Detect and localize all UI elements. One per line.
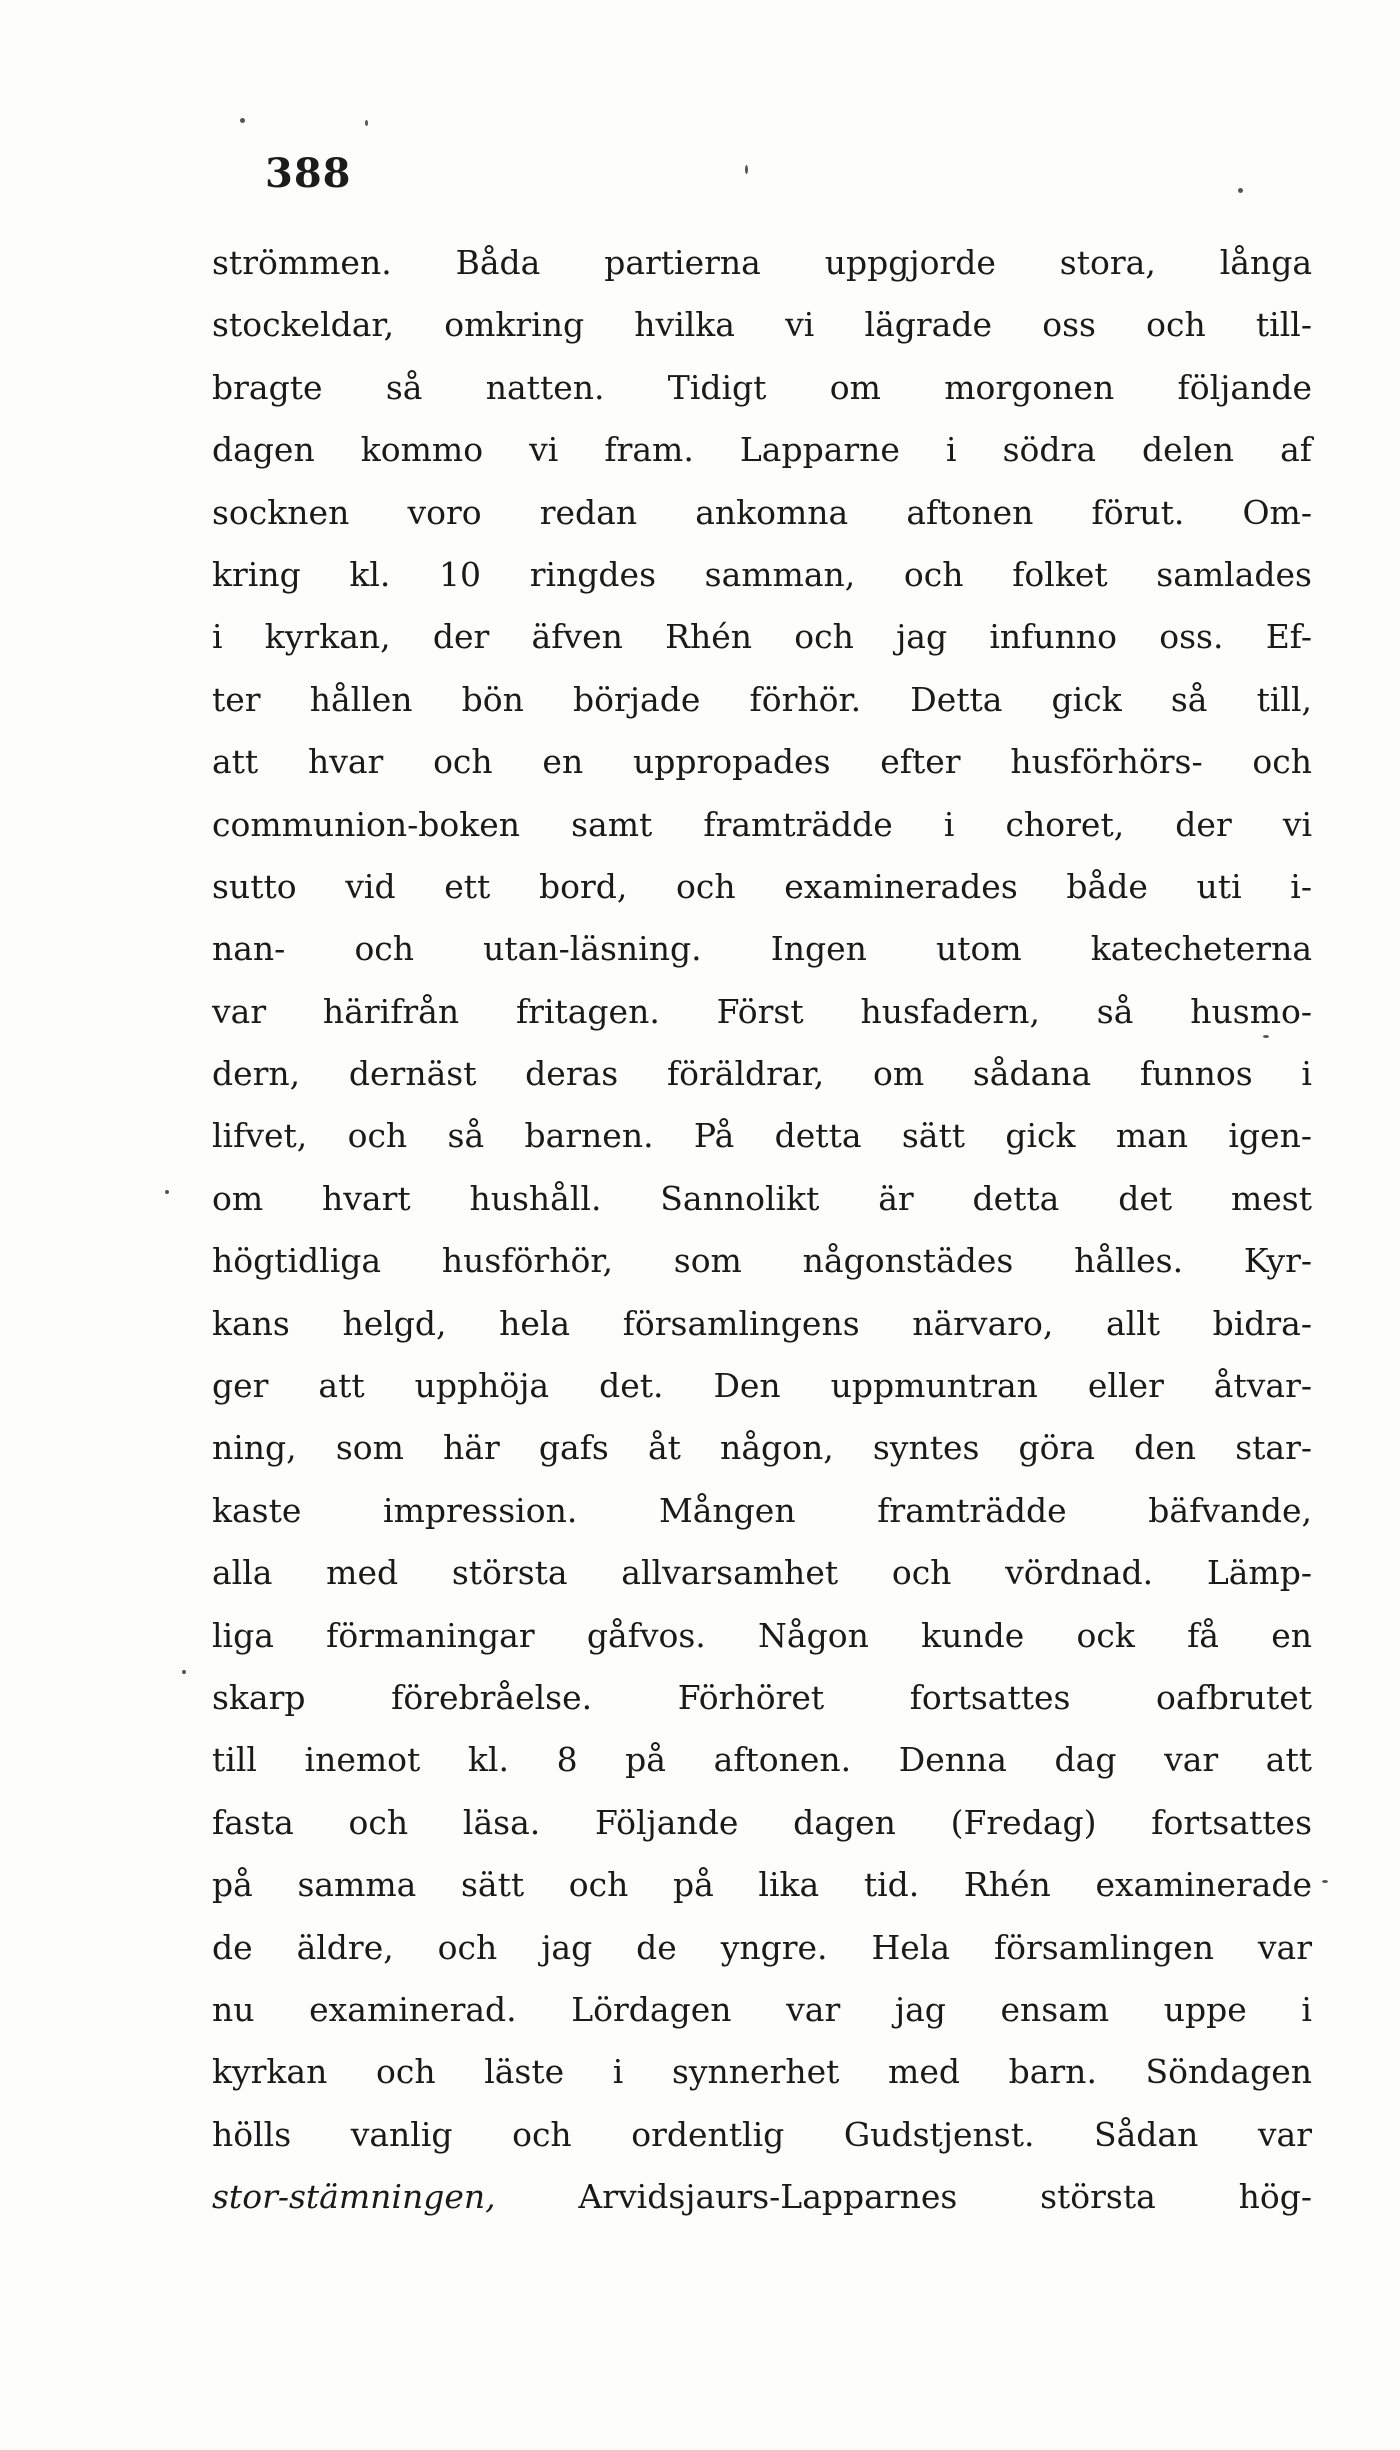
text-line: fasta och läsa. Följande dagen (Fredag) fortsattes [212, 1802, 1312, 1842]
text-line: kans helgd, hela församlingens närvaro, allt bidra- [212, 1303, 1312, 1343]
scan-speck [165, 1190, 169, 1194]
text-line: i kyrkan, der äfven Rhén och jag infunno oss. Ef- [212, 617, 1312, 657]
text-line: om hvart hushåll. Sannolikt är detta det mest [212, 1178, 1312, 1218]
text-line: kyrkan och läste i synnerhet med barn. Söndagen [212, 2052, 1312, 2092]
text-line: kaste impression. Mången framträdde bäfvande, [212, 1490, 1312, 1530]
text-line: att hvar och en uppropades efter husförhörs- och [212, 742, 1312, 782]
text-line: de äldre, och jag de yngre. Hela församlingen var [212, 1927, 1312, 1967]
text-line: hölls vanlig och ordentlig Gudstjenst. Sådan var [212, 2114, 1312, 2154]
text-line: socknen voro redan ankomna aftonen förut. Om- [212, 492, 1312, 532]
text-line: dagen kommo vi fram. Lapparne i södra delen af [212, 430, 1312, 470]
text-line: stockeldar, omkring hvilka vi lägrade oss och till- [212, 305, 1312, 345]
text-line: högtidliga husförhör, som någonstädes hålles. Kyr- [212, 1241, 1312, 1281]
text-line: ter hållen bön började förhör. Detta gick så till, [212, 679, 1312, 719]
text-line: nu examinerad. Lördagen var jag ensam uppe i [212, 1989, 1312, 2029]
text-line: på samma sätt och på lika tid. Rhén examinerade [212, 1865, 1312, 1905]
text-line: liga förmaningar gåfvos. Någon kunde ock få en [212, 1615, 1312, 1655]
body-text [212, 232, 1312, 2229]
last-line-rest: Arvidsjaurs-Lapparnes största hög- [495, 2177, 1312, 2217]
text-line: till inemot kl. 8 på aftonen. Denna dag var att [212, 1740, 1312, 1780]
text-line: sutto vid ett bord, och examinerades både uti i- [212, 866, 1312, 906]
italic-term: stor-stämningen, [212, 2177, 496, 2217]
text-line: bragte så natten. Tidigt om morgonen följande [212, 367, 1312, 407]
scan-speck [1263, 1035, 1269, 1038]
scan-speck [1322, 1880, 1328, 1883]
scan-speck [240, 118, 245, 123]
text-line-last [212, 2166, 1312, 2228]
scan-speck [1238, 188, 1243, 193]
text-line: lifvet, och så barnen. På detta sätt gick man igen- [212, 1116, 1312, 1156]
text-line: alla med största allvarsamhet och vördnad. Lämp- [212, 1553, 1312, 1593]
scan-speck [182, 1670, 186, 1674]
text-line: ning, som här gafs åt någon, syntes göra den star- [212, 1428, 1312, 1468]
text-line: ger att upphöja det. Den uppmuntran eller åtvar- [212, 1366, 1312, 1406]
scan-speck [745, 165, 748, 174]
text-line: kring kl. 10 ringdes samman, och folket samlades [212, 554, 1312, 594]
text-line: nan- och utan-läsning. Ingen utom katecheterna [212, 929, 1312, 969]
text-line: dern, dernäst deras föräldrar, om sådana funnos i [212, 1054, 1312, 1094]
page-number: 388 [265, 150, 352, 197]
text-line: var härifrån fritagen. Först husfadern, så husmo- [212, 991, 1312, 1031]
text-line: strömmen. Båda partierna uppgjorde stora, långa [212, 243, 1312, 282]
text-line: skarp förebråelse. Förhöret fortsattes oafbrutet [212, 1677, 1312, 1717]
text-line: communion-boken samt framträdde i choret, der vi [212, 804, 1312, 844]
scan-speck [365, 120, 368, 126]
